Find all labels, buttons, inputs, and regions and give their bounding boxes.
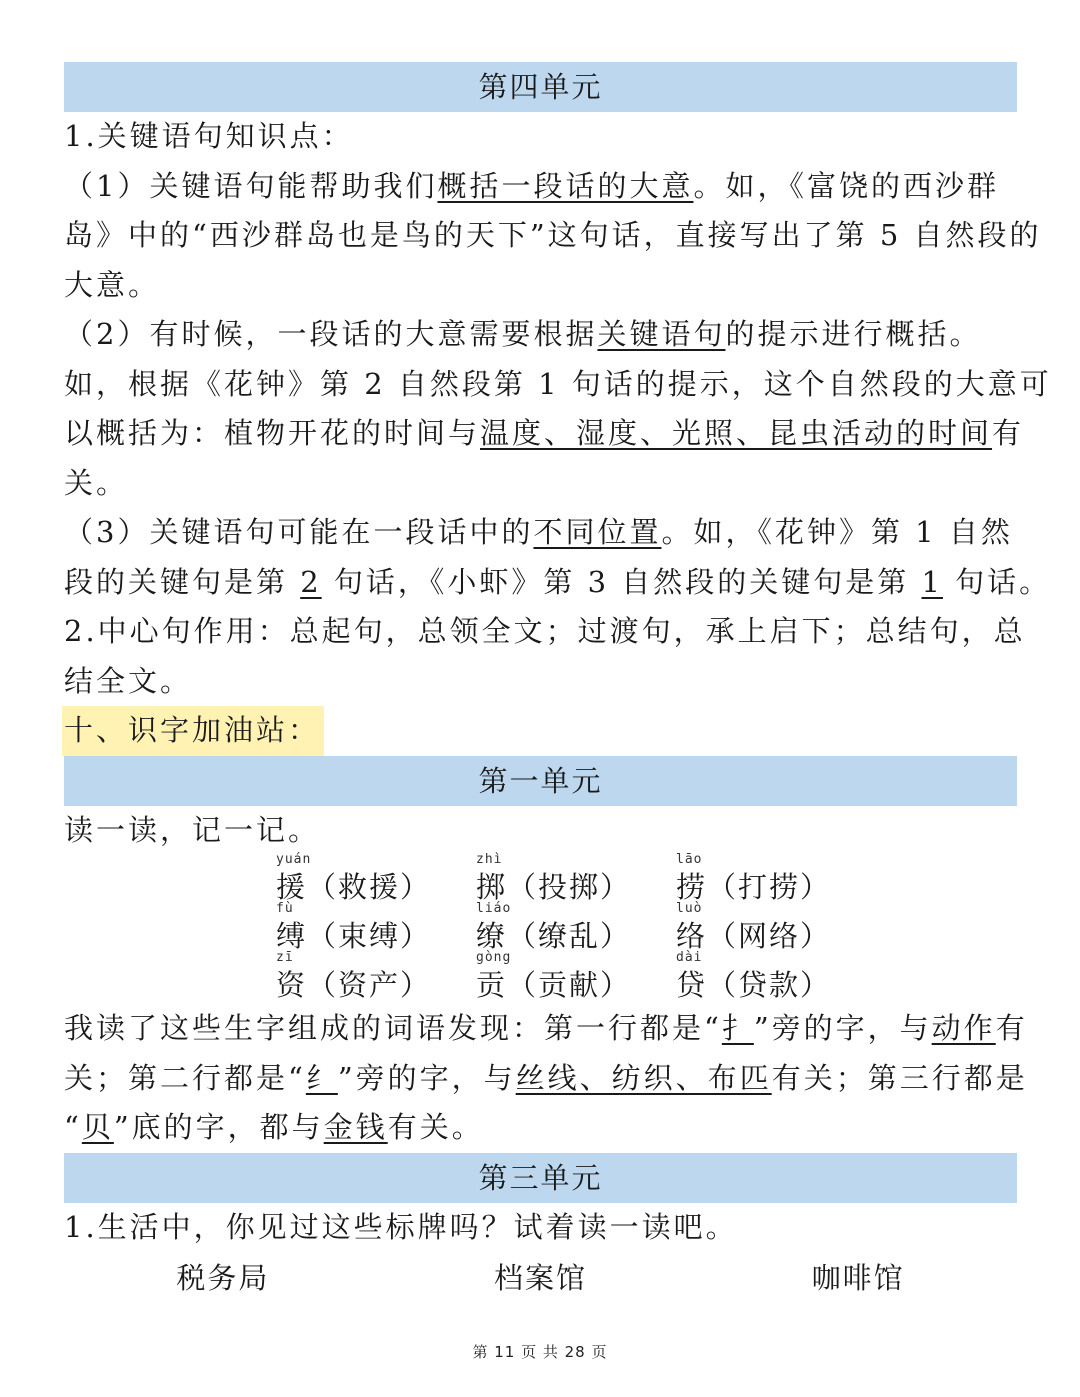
- char-grid: [64, 852, 1017, 1004]
- sign-item: 档案馆: [494, 1261, 588, 1295]
- char: 贷: [676, 968, 708, 1002]
- pinyin: dài: [676, 950, 703, 965]
- word: （缭乱）: [507, 919, 632, 953]
- char-item: [476, 950, 676, 1004]
- unit1-intro: 读一读，记一记。: [64, 812, 321, 847]
- pinyin: lāo: [676, 852, 703, 867]
- pinyin: yuán: [276, 852, 312, 867]
- unit4-p2-line1: 2.中心句作用：总起句，总领全文；过渡句，承上启下；总结句，总: [64, 614, 1026, 648]
- underlined-answer: 纟: [305, 1060, 338, 1095]
- unit4-s1-line2: 岛》中的“西沙群岛也是鸟的天下”这句话，直接写出了第 5 自然段的: [64, 218, 1042, 252]
- char-row: [276, 950, 1017, 1004]
- underlined-answer: 温度、湿度、光照、昆虫活动的时间: [480, 416, 993, 450]
- char-row: [276, 901, 1017, 955]
- unit3-question-1: 1.生活中，你见过这些标牌吗？试着读一读吧。: [64, 1209, 738, 1244]
- char: 贡: [476, 968, 508, 1002]
- pinyin: fù: [276, 901, 294, 916]
- sign-item: 咖啡馆: [811, 1261, 905, 1295]
- unit4-s2-line4: 关。: [64, 465, 129, 500]
- unit4-s3-line1: （3）关键语句可能在一段话中的不同位置。如，《花钟》第 1 自然: [64, 515, 1013, 549]
- word: （贷款）: [707, 968, 832, 1002]
- char-item: [676, 950, 876, 1004]
- sign-item: 税务局: [176, 1261, 270, 1295]
- char: 掷: [476, 870, 508, 904]
- unit4-p2-line2: 结全文。: [64, 663, 193, 698]
- underlined-answer: 关键语句: [597, 317, 726, 351]
- section-10-heading-row: [64, 706, 1017, 756]
- unit4-heading-1: 1.关键语句知识点：: [64, 119, 354, 153]
- unit4-s2-line2: 如，根据《花钟》第 2 自然段第 1 句话的提示，这个自然段的大意可: [64, 366, 1052, 401]
- unit4-s1-line1: （1）关键语句能帮助我们概括一段话的大意。如，《富饶的西沙群: [64, 168, 999, 203]
- pinyin: luò: [676, 901, 703, 916]
- underlined-answer: 2: [300, 564, 322, 599]
- underlined-answer: 概括一段话的大意: [437, 168, 694, 203]
- char-item: [476, 901, 676, 955]
- char: 络: [676, 919, 708, 953]
- char: 捞: [676, 870, 708, 904]
- unit4-s2-line3: 以概括为：植物开花的时间与温度、湿度、光照、昆虫活动的时间有: [64, 416, 1025, 450]
- word: （网络）: [707, 919, 832, 953]
- word: （束缚）: [307, 919, 432, 953]
- page-content: [64, 62, 1052, 1304]
- underlined-answer: 金钱: [323, 1110, 388, 1144]
- unit1-finding-line2: 关；第二行都是“纟”旁的字，与丝线、纺织、布匹有关；第三行都是: [64, 1060, 1028, 1095]
- unit1-finding-line3: “贝”底的字，都与金钱有关。: [64, 1110, 484, 1144]
- word: （打捞）: [707, 870, 832, 904]
- pinyin: zī: [276, 950, 294, 965]
- char-item: [276, 950, 476, 1004]
- char: 资: [276, 968, 308, 1002]
- sign-list: [64, 1252, 1017, 1304]
- char: 援: [276, 870, 308, 904]
- word: （贡献）: [507, 968, 632, 1002]
- underlined-answer: 丝线、纺织、布匹: [515, 1060, 772, 1095]
- word: （投掷）: [507, 870, 632, 904]
- underlined-answer: 扌: [721, 1011, 754, 1045]
- underlined-answer: 贝: [81, 1110, 114, 1144]
- underlined-answer: 不同位置: [533, 515, 662, 549]
- char-item: [476, 852, 676, 906]
- unit1-finding-line1: 我读了这些生字组成的词语发现：第一行都是“扌”旁的字，与动作有: [64, 1011, 1028, 1045]
- unit4-title-band: 第四单元: [64, 62, 1017, 112]
- unit1-title-band: 第一单元: [64, 756, 1017, 806]
- word: （资产）: [307, 968, 432, 1002]
- underlined-answer: 1: [921, 564, 943, 599]
- unit4-s3-line2: 段的关键句是第 2 句话，《小虾》第 3 自然段的关键句是第 1 句话。: [64, 564, 1052, 599]
- unit3-title-band: 第三单元: [64, 1153, 1017, 1203]
- unit4-s2-line1: （2）有时候，一段话的大意需要根据关键语句的提示进行概括。: [64, 317, 982, 351]
- char-item: [676, 852, 876, 906]
- char-item: [676, 901, 876, 955]
- pinyin: gòng: [476, 950, 512, 965]
- word: （救援）: [307, 870, 432, 904]
- section-10-heading: 十、识字加油站：: [62, 706, 324, 756]
- char-item: [276, 901, 476, 955]
- pinyin: liáo: [476, 901, 512, 916]
- unit4-s1-line3: 大意。: [64, 267, 161, 302]
- char-item: [276, 852, 476, 906]
- char-row: [276, 852, 1017, 906]
- char: 缚: [276, 919, 308, 953]
- page-number: 第 11 页 共 28 页: [472, 1343, 608, 1361]
- underlined-answer: 动作: [931, 1011, 996, 1045]
- char: 缭: [476, 919, 508, 953]
- pinyin: zhì: [476, 852, 503, 867]
